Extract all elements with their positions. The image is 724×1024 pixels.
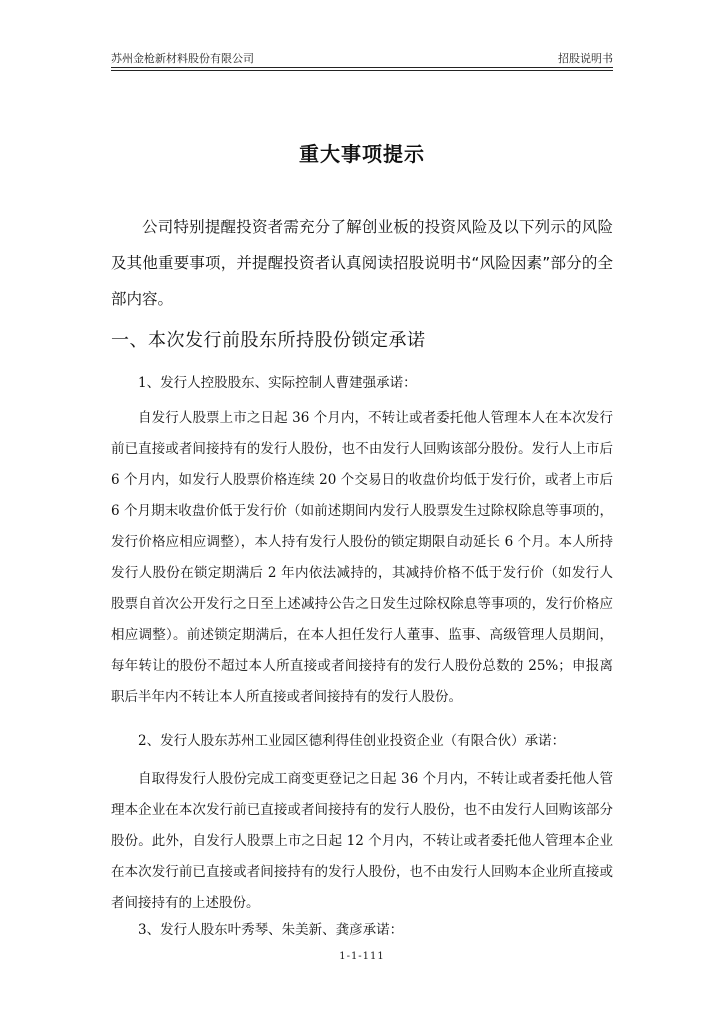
item1-body-block bbox=[111, 403, 613, 713]
item2-title: 2、发行人股东苏州工业园区德利得佳创业投资企业（有限合伙）承诺： bbox=[138, 733, 566, 749]
page-title: 重大事项提示 bbox=[299, 142, 425, 166]
header-company-name: 苏州金枪新材料股份有限公司 bbox=[111, 52, 254, 65]
intro-paragraph-block bbox=[111, 209, 613, 317]
header-rule-thin bbox=[111, 70, 613, 71]
header-document-type: 招股说明书 bbox=[558, 52, 613, 65]
page-header bbox=[111, 50, 613, 66]
item2-body-block bbox=[111, 764, 613, 919]
item3-title: 3、发行人股东叶秀琴、朱美新、龚彦承诺： bbox=[138, 922, 404, 938]
section-heading: 一、本次发行前股东所持股份锁定承诺 bbox=[111, 330, 426, 351]
item1-body: 自发行人股票上市之日起 36 个月内，不转让或者委托他人管理本人在本次发行前已直接或者间接持有的发行人股份，也不由发行人回购该部分股份。发行人上市后 6 个月内，如发行人股票价格连续 20 个交易日的收盘价均低于发行价，或者上市后 6 个月期末收盘价低于发行价（如前述期间内发行人股票发生过除权除息等事项的，发行价格应相应调整），本人持有发行人股份的锁定期限自动延长 6 个月。本人所持发行人股份在锁定期满后 2 年内依法减持的，其减持价格不低于发行价（如发行人股票自首次公开发行之日至上述减持公告之日发生过除权除息等事项的，发行价格应相应调整）。前述锁定期满后，在本人担任发行人董事、监事、高级管理人员期间，每年转让的股份不超过本人所直接或者间接持有的发行人股份总数的 25%；申报离职后半年内不转让本人所直接或者间接持有的发行人股份。 bbox=[111, 410, 613, 705]
item2-body: 自取得发行人股份完成工商变更登记之日起 36 个月内，不转让或者委托他人管理本企业在本次发行前已直接或者间接持有的发行人股份，也不由发行人回购该部分股份。此外，自发行人股票上市之日起 12 个月内，不转让或者委托他人管理本企业在本次发行前已直接或者间接持有的发行人股份，也不由发行人回购本企业所直接或者间接持有的上述股份。 bbox=[111, 771, 613, 911]
item1-title: 1、发行人控股股东、实际控制人曹建强承诺： bbox=[138, 375, 417, 391]
intro-paragraph: 公司特别提醒投资者需充分了解创业板的投资风险及以下列示的风险及其他重要事项，并提醒投资者认真阅读招股说明书“风险因素”部分的全部内容。 bbox=[111, 218, 613, 308]
header-rule bbox=[111, 67, 613, 68]
page-number: 1-1-111 bbox=[339, 951, 385, 962]
